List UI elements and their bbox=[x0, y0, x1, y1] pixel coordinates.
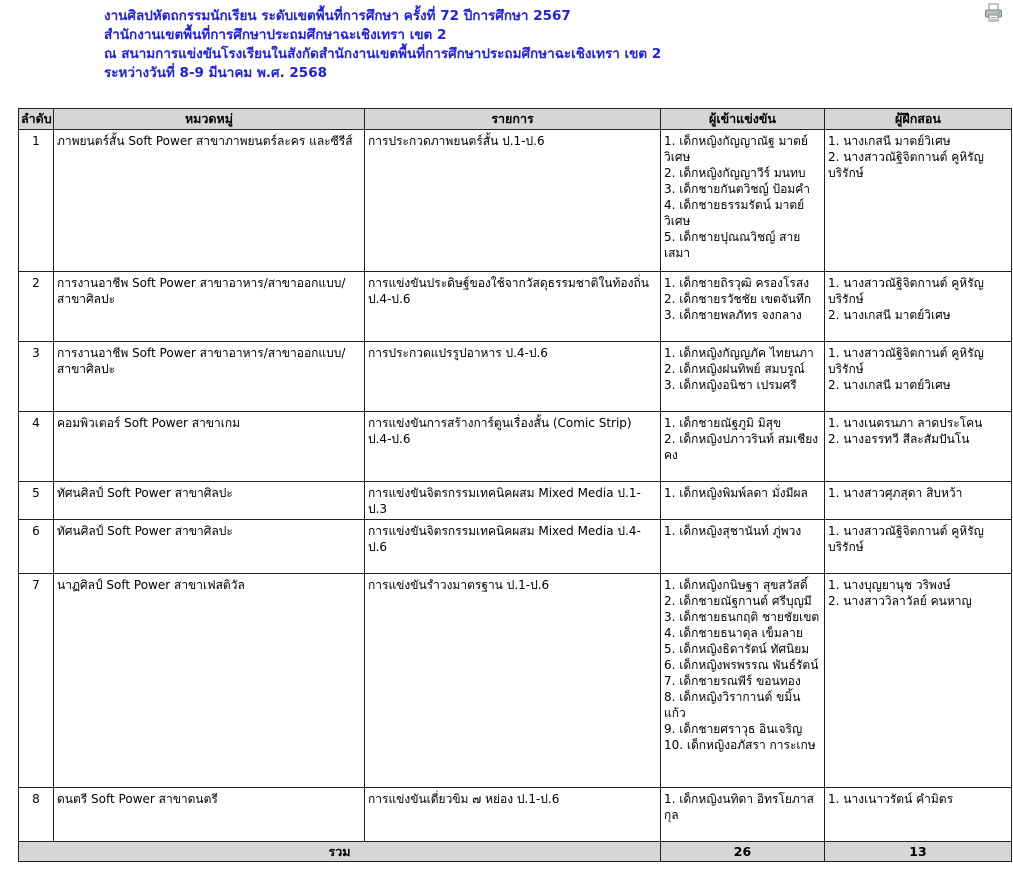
competitor-name: 1. เด็กหญิงนทิดา อิทรโยภาสกุล bbox=[664, 792, 814, 822]
coach-name: 2. นางเกสนี มาตย์วิเศษ bbox=[828, 378, 951, 392]
row-category: ดนตรี Soft Power สาขาดนตรี bbox=[54, 788, 365, 842]
competitor-name: 4. เด็กชายธรรมรัตน์ มาตย์วิเศษ bbox=[664, 198, 805, 228]
competitor-name: 10. เด็กหญิงอภัสรา การะเกษ bbox=[664, 738, 816, 752]
row-coaches bbox=[825, 342, 1012, 412]
row-category: ทัศนศิลป์ Soft Power สาขาศิลปะ bbox=[54, 520, 365, 574]
coach-name: 1. นางบุญยานุช วริพงษ์ bbox=[828, 578, 951, 592]
row-number: 4 bbox=[19, 412, 54, 482]
coach-name: 2. นางอรรทวี สีละสัมปันโน bbox=[828, 432, 970, 446]
coach-name: 1. นางสาวณัฐิจิตกานต์ คูหิรัญบริรักษ์ bbox=[828, 346, 984, 376]
row-category: ภาพยนตร์สั้น Soft Power สาขาภาพยนตร์ละคร และซีรีส์ bbox=[54, 130, 365, 272]
competitor-name: 2. เด็กหญิงฝนทิพย์ สมบรูณ์ bbox=[664, 362, 805, 376]
coach-name: 1. นางเนตรนภา ลาดประโคน bbox=[828, 416, 983, 430]
row-number: 8 bbox=[19, 788, 54, 842]
table-body bbox=[19, 130, 1012, 842]
row-coaches bbox=[825, 482, 1012, 520]
competitor-name: 2. เด็กหญิงปภาวรินท์ สมเชียงคง bbox=[664, 432, 819, 462]
column-header-category: หมวดหมู่ bbox=[54, 109, 365, 130]
competitor-name: 7. เด็กชายรณพีร์ ขอนทอง bbox=[664, 674, 801, 688]
column-header-item: รายการ bbox=[365, 109, 661, 130]
row-number: 6 bbox=[19, 520, 54, 574]
row-competitors bbox=[661, 272, 825, 342]
competitor-name: 3. เด็กหญิงอนิชา เปรมศรี bbox=[664, 378, 797, 392]
row-competitors bbox=[661, 342, 825, 412]
row-coaches bbox=[825, 520, 1012, 574]
header-venue: ณ สนามการแข่งขันโรงเรียนในสังกัดสำนักงานเขตพื้นที่การศึกษาประถมศึกษาฉะเชิงเทรา เขต 2 bbox=[104, 46, 662, 62]
competitor-name: 2. เด็กหญิงกัญญาวีร์ มนทบ bbox=[664, 166, 806, 180]
competitor-name: 1. เด็กหญิงกัญญาณัฐ มาตย์วิเศษ bbox=[664, 134, 808, 164]
row-number: 1 bbox=[19, 130, 54, 272]
coach-name: 2. นางสาววิลาวัลย์ คนหาญ bbox=[828, 594, 972, 608]
total-row bbox=[19, 842, 1012, 862]
competitor-name: 6. เด็กหญิงพรพรรณ พันธ์รัตน์ bbox=[664, 658, 819, 672]
row-number: 3 bbox=[19, 342, 54, 412]
row-number: 5 bbox=[19, 482, 54, 520]
competitor-name: 5. เด็กชายปุณณวิชญ์ สายเสมา bbox=[664, 230, 801, 260]
column-header-competitors: ผู้เข้าแข่งขัน bbox=[661, 109, 825, 130]
row-coaches bbox=[825, 130, 1012, 272]
table-row bbox=[19, 482, 1012, 520]
header-office: สำนักงานเขตพื้นที่การศึกษาประถมศึกษาฉะเชิงเทรา เขต 2 bbox=[104, 27, 447, 43]
column-header-coaches: ผู้ฝึกสอน bbox=[825, 109, 1012, 130]
table-row bbox=[19, 272, 1012, 342]
results-table bbox=[18, 108, 1012, 862]
competitor-name: 2. เด็กชายณัฐกานต์ ศรีบุญมี bbox=[664, 594, 812, 608]
row-competitors bbox=[661, 574, 825, 788]
header-dates: ระหว่างวันที่ 8-9 มีนาคม พ.ศ. 2568 bbox=[104, 65, 327, 81]
row-category: การงานอาชีพ Soft Power สาขาอาหาร/สาขาออกแบบ/สาขาศิลปะ bbox=[54, 272, 365, 342]
row-item: การประกวดภาพยนตร์สั้น ป.1-ป.6 bbox=[365, 130, 661, 272]
row-competitors bbox=[661, 520, 825, 574]
competitor-name: 4. เด็กชายธนาดุล เข็มลาย bbox=[664, 626, 803, 640]
table-row bbox=[19, 574, 1012, 788]
row-coaches bbox=[825, 788, 1012, 842]
row-item: การแข่งขันจิตรกรรมเทคนิคผสม Mixed Media ป.1-ป.3 bbox=[365, 482, 661, 520]
row-competitors bbox=[661, 482, 825, 520]
row-competitors bbox=[661, 412, 825, 482]
printer-icon[interactable] bbox=[984, 3, 1004, 23]
competitor-name: 5. เด็กหญิงธิดารัตน์ ทัศนิยม bbox=[664, 642, 810, 656]
row-competitors bbox=[661, 130, 825, 272]
row-number: 2 bbox=[19, 272, 54, 342]
competitor-name: 1. เด็กชายณัฐภูมิ มิสุข bbox=[664, 416, 782, 430]
row-item: การแข่งขันประดิษฐ์ของใช้จากวัสดุธรรมชาติในท้องถิ่น ป.4-ป.6 bbox=[365, 272, 661, 342]
coach-name: 1. นางสาวศุภสุดา สิบหว้า bbox=[828, 486, 963, 500]
row-competitors bbox=[661, 788, 825, 842]
table-row bbox=[19, 788, 1012, 842]
competitor-name: 3. เด็กชายกันตวิชญ์ ป้อมคำ bbox=[664, 182, 811, 196]
table-row bbox=[19, 130, 1012, 272]
row-category: ทัศนศิลป์ Soft Power สาขาศิลปะ bbox=[54, 482, 365, 520]
competitor-name: 1. เด็กหญิงพิมพ์ลดา มั่งมีผล bbox=[664, 486, 808, 500]
table-row bbox=[19, 412, 1012, 482]
competitor-name: 1. เด็กหญิงกัญญภัค ไทยนภา bbox=[664, 346, 814, 360]
row-category: นาฏศิลป์ Soft Power สาขาเฟสติวัล bbox=[54, 574, 365, 788]
total-competitors: 26 bbox=[661, 842, 825, 862]
row-coaches bbox=[825, 412, 1012, 482]
row-coaches bbox=[825, 574, 1012, 788]
coach-name: 1. นางสาวณัฐิจิตกานต์ คูหิรัญบริรักษ์ bbox=[828, 276, 984, 306]
competitor-name: 3. เด็กชายธนกฤติ ชายชัยเขต bbox=[664, 610, 820, 624]
coach-name: 2. นางสาวณัฐิจิตกานต์ คูหิรัญบริรักษ์ bbox=[828, 150, 984, 180]
coach-name: 1. นางเนาวรัตน์ คำมิตร bbox=[828, 792, 954, 806]
header-title: งานศิลปหัตถกรรมนักเรียน ระดับเขตพื้นที่การศึกษา ครั้งที่ 72 ปีการศึกษา 2567 bbox=[104, 8, 571, 24]
table-row bbox=[19, 520, 1012, 574]
competitor-name: 2. เด็กชายรวัชชัย เขตจันทึก bbox=[664, 292, 812, 306]
coach-name: 2. นางเกสนี มาตย์วิเศษ bbox=[828, 308, 951, 322]
total-coaches: 13 bbox=[825, 842, 1012, 862]
table-header-row bbox=[19, 109, 1012, 130]
competitor-name: 8. เด็กหญิงวิรากานต์ ขมิ้นแก้ว bbox=[664, 690, 801, 720]
row-item: การแข่งขันรำวงมาตรฐาน ป.1-ป.6 bbox=[365, 574, 661, 788]
row-coaches bbox=[825, 272, 1012, 342]
row-item: การแข่งขันการสร้างการ์ตูนเรื่องสั้น (Comic Strip) ป.4-ป.6 bbox=[365, 412, 661, 482]
competitor-name: 9. เด็กชายศราวุธ อินเจริญ bbox=[664, 722, 803, 736]
column-header-no: ลำดับ bbox=[19, 109, 54, 130]
row-number: 7 bbox=[19, 574, 54, 788]
competitor-name: 1. เด็กหญิงสุชานันท์ ภู่พวง bbox=[664, 524, 802, 538]
row-category: คอมพิวเตอร์ Soft Power สาขาเกม bbox=[54, 412, 365, 482]
competitor-name: 1. เด็กหญิงกนิษฐา สุขสวัสดิ์ bbox=[664, 578, 808, 592]
total-label: รวม bbox=[19, 842, 661, 862]
competitor-name: 1. เด็กชายถิรวุฒิ ครองโรสง bbox=[664, 276, 810, 290]
row-item: การประกวดแปรรูปอาหาร ป.4-ป.6 bbox=[365, 342, 661, 412]
coach-name: 1. นางสาวณัฐิจิตกานต์ คูหิรัญบริรักษ์ bbox=[828, 524, 984, 554]
coach-name: 1. นางเกสนี มาตย์วิเศษ bbox=[828, 134, 951, 148]
row-item: การแข่งขันจิตรกรรมเทคนิคผสม Mixed Media ป.4-ป.6 bbox=[365, 520, 661, 574]
row-category: การงานอาชีพ Soft Power สาขาอาหาร/สาขาออกแบบ/สาขาศิลปะ bbox=[54, 342, 365, 412]
competitor-name: 3. เด็กชายพลภัทร จงกลาง bbox=[664, 308, 802, 322]
report-header bbox=[104, 7, 964, 83]
table-row bbox=[19, 342, 1012, 412]
row-item: การแข่งขันเดี่ยวขิม ๗ หย่อง ป.1-ป.6 bbox=[365, 788, 661, 842]
